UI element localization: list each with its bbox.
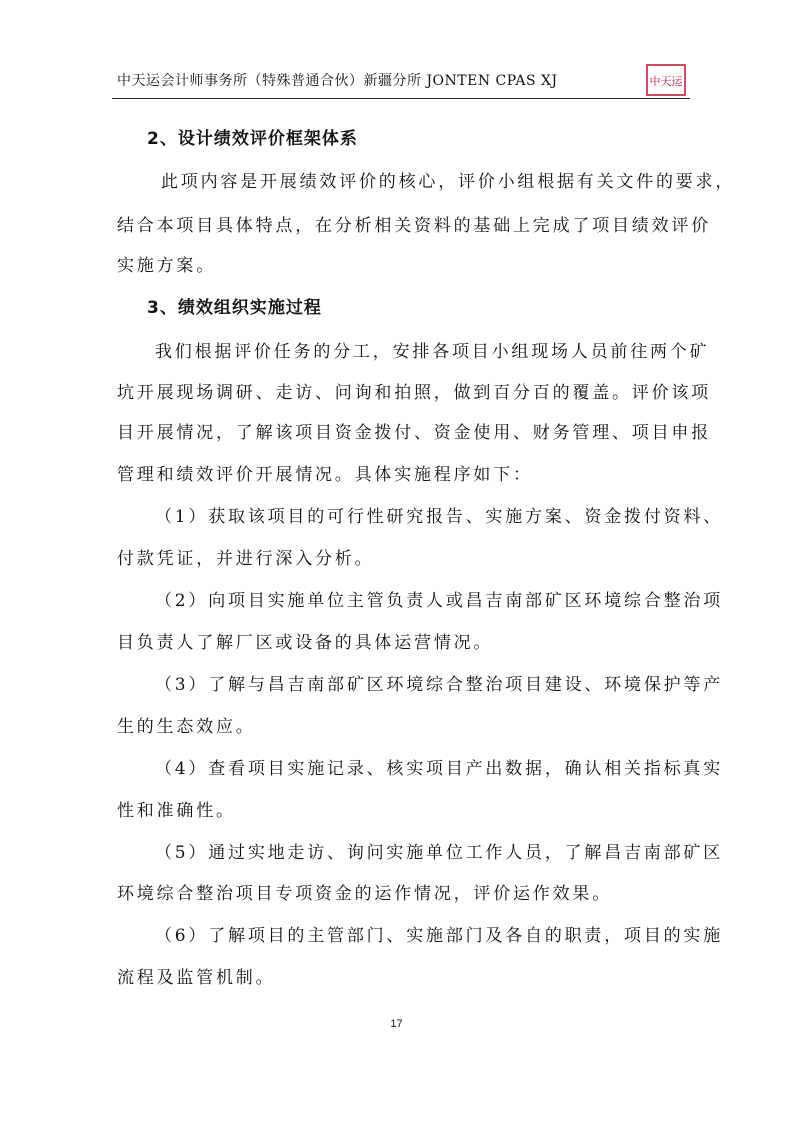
paragraph-line: 目开展情况，了解该项目资金拨付、资金使用、财务管理、项目申报 bbox=[117, 423, 711, 443]
list-item-1: （1）获取该项目的可行性研究报告、实施方案、资金拨付资料、 bbox=[155, 507, 724, 527]
list-item-5: （5）通过实地走访、询问实施单位工作人员，了解昌吉南部矿区 bbox=[155, 843, 724, 863]
running-header: 中天运会计师事务所（特殊普通合伙）新疆分所 JONTEN CPAS XJ bbox=[117, 73, 558, 89]
paragraph-line: 结合本项目具体特点，在分析相关资料的基础上完成了项目绩效评价 bbox=[117, 216, 711, 236]
list-item-3: （3）了解与昌吉南部矿区环境综合整治项目建设、环境保护等产 bbox=[155, 675, 724, 695]
paragraph-line: 性和准确性。 bbox=[117, 801, 236, 821]
page-number: 17 bbox=[390, 1018, 403, 1030]
paragraph-line: 我们根据评价任务的分工，安排各项目小组现场人员前往两个矿 bbox=[155, 342, 710, 362]
header-divider bbox=[112, 98, 690, 99]
paragraph-line: 生的生态效应。 bbox=[117, 717, 256, 737]
list-item-4: （4）查看项目实施记录、核实项目产出数据，确认相关指标真实 bbox=[155, 759, 724, 779]
list-item-2: （2）向项目实施单位主管负责人或昌吉南部矿区环境综合整治项 bbox=[155, 591, 724, 611]
paragraph-line: 坑开展现场调研、走访、问询和拍照，做到百分百的覆盖。评价该项 bbox=[117, 383, 711, 403]
section-title-3: 3、绩效组织实施过程 bbox=[147, 298, 322, 318]
paragraph-line: 环境综合整治项目专项资金的运作情况，评价运作效果。 bbox=[117, 884, 612, 904]
paragraph-line: 付款凭证，并进行深入分析。 bbox=[117, 549, 375, 569]
firm-logo-seal bbox=[646, 64, 686, 96]
section-title-2: 2、设计绩效评价框架体系 bbox=[147, 129, 358, 149]
paragraph-line: 管理和绩效评价开展情况。具体实施程序如下： bbox=[117, 465, 533, 485]
paragraph-line: 此项内容是开展绩效评价的核心，评价小组根据有关文件的要求， bbox=[161, 172, 736, 192]
paragraph-line: 流程及监管机制。 bbox=[117, 968, 276, 988]
list-item-6: （6）了解项目的主管部门、实施部门及各自的职责，项目的实施 bbox=[155, 926, 724, 946]
logo-text: 中天运 bbox=[649, 75, 683, 88]
paragraph-line: 实施方案。 bbox=[117, 256, 216, 276]
paragraph-line: 目负责人了解厂区或设备的具体运营情况。 bbox=[117, 633, 494, 653]
